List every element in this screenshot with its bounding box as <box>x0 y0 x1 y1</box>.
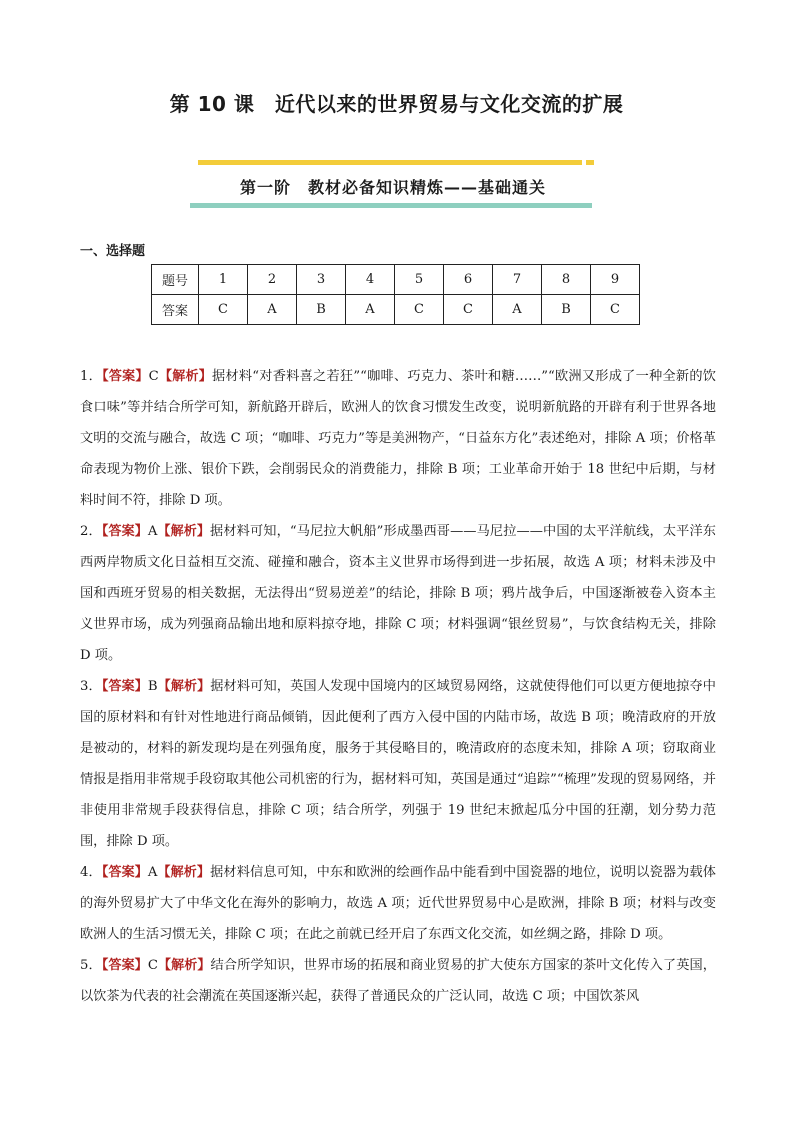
analysis-tag: 【解析】 <box>158 369 212 384</box>
table-cell: C <box>199 295 248 325</box>
table-cell: A <box>346 295 395 325</box>
answer-value: C <box>147 958 158 973</box>
analysis-item <box>80 671 716 857</box>
analysis-tag: 【解析】 <box>157 524 211 539</box>
answer-tag: 【答案】 <box>101 524 148 539</box>
table-cell: A <box>248 295 297 325</box>
table-cell: 6 <box>444 265 493 295</box>
table-cell: 3 <box>297 265 346 295</box>
table-cell: 7 <box>493 265 542 295</box>
analysis-item <box>80 857 716 950</box>
item-number: 1． <box>80 369 103 384</box>
table-row-numbers <box>152 265 640 295</box>
item-number: 5． <box>80 958 102 973</box>
analysis-text: 结合所学知识，世界市场的拓展和商业贸易的扩大使东方国家的茶叶文化传入了英国，以饮茶为代表的社会潮流在英国逐渐兴起，获得了普通民众的广泛认同，故选 C 项；中国饮茶风 <box>80 958 716 1004</box>
table-cell: 1 <box>199 265 248 295</box>
page-title: 第 10 课 近代以来的世界贸易与文化交流的扩展 <box>169 92 624 116</box>
table-cell: B <box>542 295 591 325</box>
table-cell: C <box>591 295 640 325</box>
banner-title: 第一阶 教材必备知识精炼——基础通关 <box>239 178 546 197</box>
answer-tag: 【答案】 <box>102 369 149 384</box>
item-number: 2． <box>80 524 102 539</box>
item-number: 4． <box>80 865 102 880</box>
table-cell: 8 <box>542 265 591 295</box>
table-cell: C <box>444 295 493 325</box>
table-cell: A <box>493 295 542 325</box>
row-label-question: 题号 <box>152 265 199 295</box>
table-cell: 9 <box>591 265 640 295</box>
table-cell: 2 <box>248 265 297 295</box>
answer-value: A <box>147 865 158 880</box>
section-banner <box>190 160 596 210</box>
section-heading: 一、选择题 <box>80 244 146 259</box>
row-label-answer: 答案 <box>152 295 199 325</box>
analysis-item <box>80 516 716 671</box>
analysis-tag: 【解析】 <box>157 865 211 880</box>
analysis-text: 据材料信息可知，中东和欧洲的绘画作品中能看到中国瓷器的地位，说明以瓷器为载体的海外贸易扩大了中华文化在海外的影响力，故选 A 项；近代世界贸易中心是欧洲，排除 B 项；材料与改变欧洲人的生活习惯无关，排除 C 项；在此之前就已经开启了东西文化交流，如丝绸之路，排除 D 项。 <box>80 865 716 942</box>
table-cell: 5 <box>395 265 444 295</box>
analysis-text: 据材料“对香料喜之若狂”“咖啡、巧克力、茶叶和糖……”“欧洲又形成了一种全新的饮食口味”等并结合所学可知，新航路开辟后，欧洲人的饮食习惯发生改变，说明新航路的开辟有利于世界各地文明的交流与融合，故选 C 项；“咖啡、巧克力”等是美洲物产，“日益东方化”表述绝对，排除 A 项；价格革命表现为物价上涨、银价下跌，会削弱民众的消费能力，排除 B 项；工业革命开始于 18 世纪中后期，与材料时间不符，排除 D 项。 <box>80 369 716 508</box>
analysis-list <box>80 361 716 1012</box>
banner-bottom-bar <box>190 203 592 208</box>
answer-value: C <box>148 369 159 384</box>
table-cell: C <box>395 295 444 325</box>
analysis-text: 据材料可知，“马尼拉大帆船”形成墨西哥——马尼拉——中国的太平洋航线，太平洋东西两岸物质文化日益相互交流、碰撞和融合，资本主义世界市场得到进一步拓展，故选 A 项；材料未涉及中国和西班牙贸易的相关数据，无法得出“贸易逆差”的结论，排除 B 项；鸦片战争后，中国逐渐被卷入资本主义世界市场，成为列强商品输出地和原料掠夺地，排除 C 项；材料强调“银丝贸易”，与饮食结构无关，排除 D 项。 <box>80 524 716 663</box>
answer-value: A <box>147 524 158 539</box>
item-number: 3． <box>80 679 102 694</box>
analysis-item <box>80 361 716 516</box>
table-cell: 4 <box>346 265 395 295</box>
answer-tag: 【答案】 <box>101 679 148 694</box>
analysis-tag: 【解析】 <box>157 958 211 973</box>
answer-tag: 【答案】 <box>101 958 148 973</box>
table-cell: B <box>297 295 346 325</box>
analysis-tag: 【解析】 <box>157 679 211 694</box>
answer-table <box>151 264 640 325</box>
analysis-item <box>80 950 716 1012</box>
banner-top-bar-end <box>586 160 594 165</box>
table-row-answers <box>152 295 640 325</box>
analysis-text: 据材料可知，英国人发现中国境内的区域贸易网络，这就使得他们可以更方便地掠夺中国的原材料和有针对性地进行商品倾销，因此便利了西方入侵中国的内陆市场，故选 B 项；晚清政府的开放是被动的，材料的新发现均是在列强角度，服务于其侵略目的，晚清政府的态度未知，排除 A 项；窃取商业情报是指用非常规手段窃取其他公司机密的行为，据材料可知，英国是通过“追踪”“梳理”发现的贸易网络，并非使用非常规手段获得信息，排除 C 项；结合所学，列强于 19 世纪末掀起瓜分中国的狂潮，划分势力范围，排除 D 项。 <box>80 679 716 849</box>
answer-tag: 【答案】 <box>101 865 148 880</box>
banner-top-bar <box>198 160 582 165</box>
answer-value: B <box>147 679 158 694</box>
